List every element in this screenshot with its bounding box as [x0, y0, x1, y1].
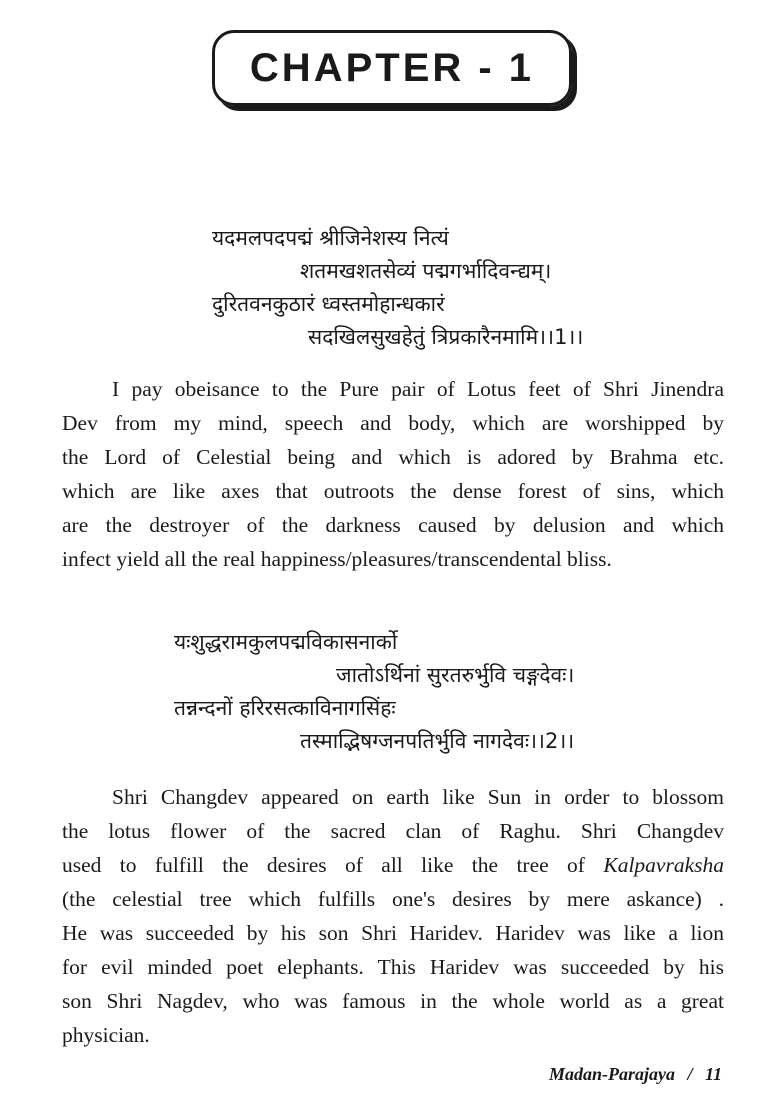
page-footer	[549, 1064, 722, 1085]
verse-1-line-1: यदमलपदपद्मं श्रीजिनेशस्य नित्यं	[212, 226, 449, 250]
verse-2-line-1: यःशुद्धरामकुलपद्मविकासनार्को	[174, 630, 398, 654]
sanskrit-verse-1	[212, 222, 632, 354]
verse-1-line-2: शतमखशतसेव्यं पद्मगर्भादिवन्द्यम्।	[300, 259, 552, 283]
kalpavraksha-term: Kalpavraksha	[603, 853, 724, 877]
paragraph-1-line-6: infect yield all the real happiness/pleasures/transcendental bliss.	[62, 547, 612, 571]
chapter-title: CHAPTER - 1	[249, 45, 535, 90]
paragraph-2-line-3-text: used to fulfill the desires of all like the tree of	[62, 853, 604, 877]
paragraph-2-line-6: for evil minded poet elephants. This Haridev was succeeded by his	[62, 955, 724, 979]
paragraph-2-line-1-text: Shri Changdev appeared on earth like Sun in order to blossom	[112, 785, 724, 809]
footer-book-title: Madan-Parajaya	[548, 1064, 675, 1084]
paragraph-1-line-5: are the destroyer of the darkness caused by delusion and which	[62, 513, 724, 537]
verse-2-line-3: तन्नन्दनों हरिरसत्काविनागसिंहः	[174, 696, 396, 720]
paragraph-1-line-2: Dev from my mind, speech and body, which are worshipped by	[62, 411, 724, 435]
footer-separator: /	[687, 1064, 693, 1084]
paragraph-1-line-4: which are like axes that outroots the dense forest of sins, which	[62, 479, 724, 503]
verse-2-line-2: जातोऽर्थिनां सुरतरुर्भुवि चङ्गदेवः।	[336, 663, 575, 687]
sanskrit-verse-2	[174, 626, 634, 758]
paragraph-1-line-1	[62, 372, 724, 406]
paragraph-2-line-2: the lotus flower of the sacred clan of Raghu. Shri Changdev	[62, 819, 724, 843]
paragraph-2	[62, 780, 724, 1052]
paragraph-2-line-3	[62, 848, 724, 882]
chapter-heading-box	[212, 30, 572, 106]
paragraph-1	[62, 372, 724, 576]
footer-page-number: 11	[704, 1064, 722, 1084]
verse-2-line-4: तस्माद्भिषग्जनपतिर्भुवि नागदेवः।।2।।	[300, 729, 575, 753]
paragraph-1-line-1-text: I pay obeisance to the Pure pair of Lotus feet of Shri Jinendra	[112, 377, 724, 401]
paragraph-1-line-3: the Lord of Celestial being and which is adored by Brahma etc.	[62, 445, 724, 469]
verse-1-line-3: दुरितवनकुठारं ध्वस्तमोहान्धकारं	[212, 292, 445, 316]
paragraph-2-line-1	[62, 780, 724, 814]
paragraph-2-line-8: physician.	[62, 1023, 150, 1047]
paragraph-2-line-5: He was succeeded by his son Shri Haridev. Haridev was like a lion	[62, 921, 724, 945]
verse-1-line-4: सदखिलसुखहेतुं त्रिप्रकारैनमामि।।1।।	[308, 325, 584, 349]
paragraph-2-line-7: son Shri Nagdev, who was famous in the whole world as a great	[62, 989, 724, 1013]
paragraph-2-line-4: (the celestial tree which fulfills one's desires by mere askance) .	[62, 887, 724, 911]
